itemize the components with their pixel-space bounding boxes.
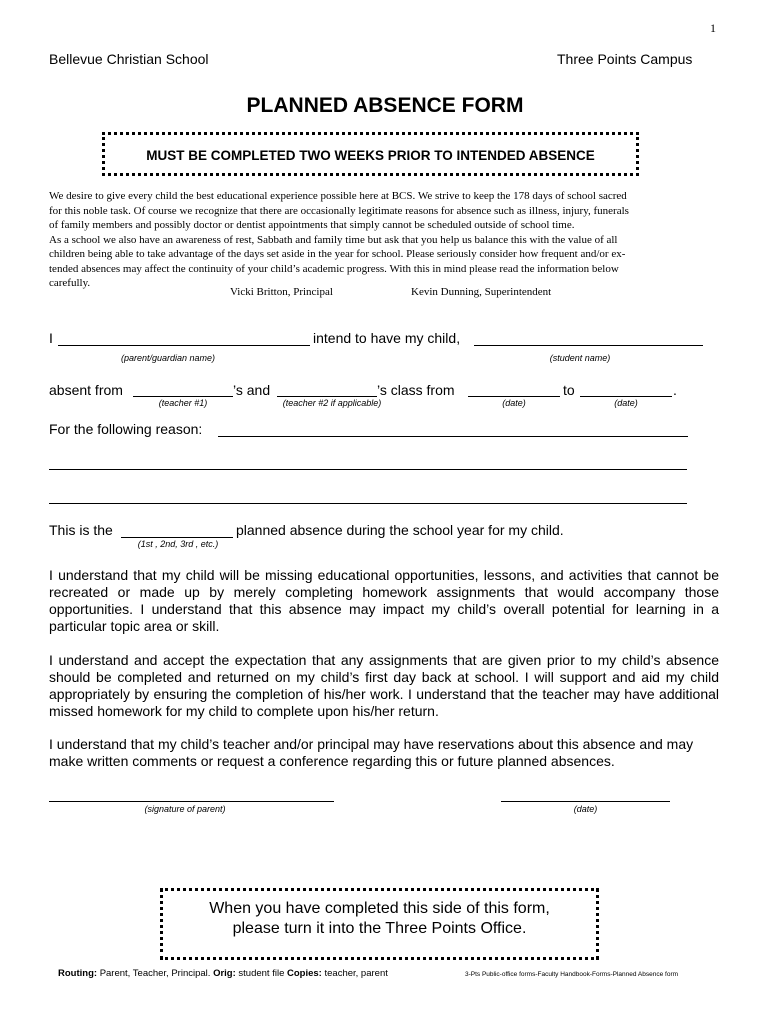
start-date-caption: (date) — [502, 398, 526, 408]
campus-name: Three Points Campus — [557, 51, 693, 67]
page-number: 1 — [710, 21, 716, 35]
file-path: 3-Pts Public-office forms-Faculty Handbook-Forms-Planned Absence form — [465, 971, 679, 978]
routing-label: Routing: — [58, 968, 98, 979]
intro-line: As a school we also have an awareness of rest, Sabbath and family time but ask that you help us balance this with the value of all — [49, 233, 618, 246]
teacher1-field[interactable] — [133, 396, 233, 397]
end-date-field[interactable] — [580, 396, 672, 397]
planned-absence-label: planned absence during the school year for my child. — [236, 522, 564, 538]
orig-label: Orig: — [213, 968, 236, 979]
teacher2-field[interactable] — [277, 396, 377, 397]
school-name: Bellevue Christian School — [49, 51, 209, 67]
statement-paragraph: I understand that my child’s teacher and/or principal may have reservations about this absence and may make written comments or request a conference regarding this or future planned absences. — [49, 736, 694, 769]
start-date-field[interactable] — [468, 396, 560, 397]
intro-paragraph — [49, 189, 729, 291]
superintendent-signoff: Kevin Dunning, Superintendent — [411, 286, 552, 298]
ordinal-field[interactable] — [121, 537, 233, 538]
ordinal-caption: (1st , 2nd, 3rd , etc.) — [137, 539, 219, 549]
closing-box — [160, 888, 599, 960]
this-is-the-label: This is the — [49, 522, 113, 538]
orig-value: student file — [238, 968, 285, 979]
routing-info — [58, 968, 388, 979]
notice-text: MUST BE COMPLETED TWO WEEKS PRIOR TO INTENDED ABSENCE — [146, 148, 595, 163]
to-label: to — [563, 382, 575, 398]
closing-line-1: When you have completed this side of this form, — [209, 900, 550, 917]
parent-signature-field[interactable] — [49, 801, 334, 802]
reason-label: For the following reason: — [49, 421, 203, 437]
reason-field-2[interactable] — [49, 469, 687, 470]
parent-name-caption: (parent/guardian name) — [120, 353, 216, 363]
period-label: . — [673, 382, 677, 398]
intro-line: carefully. — [49, 277, 91, 289]
i-label: I — [49, 330, 53, 346]
signature-date-field[interactable] — [501, 801, 670, 802]
intro-line: of family members and possibly doctor or dentist appointments that simply cannot be scheduled outside of school time. — [49, 219, 575, 231]
parent-name-field[interactable] — [58, 345, 310, 346]
notice-box — [102, 132, 639, 176]
principal-signoff: Vicki Britton, Principal — [230, 286, 333, 298]
student-name-field[interactable] — [474, 345, 703, 346]
statement-paragraph: I understand that my child will be missing educational opportunities, lessons, and activities that cannot be recreated or made up by merely completing homework assignments that would accompany those opportunities. I understand that this absence may impact my child’s overall potential for learning in a particular topic area or skill. — [49, 567, 719, 634]
page-title: PLANNED ABSENCE FORM — [246, 94, 524, 117]
statement-paragraph: I understand and accept the expectation that any assignments that are given prior to my child’s absence should be completed and returned on my child’s first day back at school. I will support and aid my child appropriately by ensuring the completion of his/her work. I understand that the teacher may have additional missed homework for my child to complete upon his/her return. — [49, 652, 719, 719]
reason-field-3[interactable] — [49, 503, 687, 504]
teacher2-caption: (teacher #2 if applicable) — [282, 398, 382, 408]
teacher1-caption: (teacher #1) — [158, 398, 208, 408]
intend-label: intend to have my child, — [313, 330, 461, 346]
absent-from-label: absent from — [49, 382, 123, 398]
parent-signature-caption: (signature of parent) — [144, 804, 226, 814]
copies-label: Copies: — [287, 968, 322, 979]
intro-line: children being able to take advantage of the days set aside in the year for school. Please seriously consider how frequent and/or ex- — [49, 248, 626, 260]
s-and-label: ’s and — [233, 382, 271, 398]
closing-line-2: please turn it into the Three Points Office. — [232, 920, 527, 937]
end-date-caption: (date) — [614, 398, 638, 408]
intro-line: for this noble task. Of course we recognize that there are occasionally legitimate reasons for absence such as illness, injury, funerals — [49, 204, 629, 217]
signature-date-caption: (date) — [573, 804, 598, 814]
student-name-caption: (student name) — [549, 353, 611, 363]
reason-field-1[interactable] — [218, 436, 688, 437]
intro-line: We desire to give every child the best educational experience possible here at BCS. We strive to keep the 178 days of school sacred — [49, 190, 627, 202]
routing-value: Parent, Teacher, Principal. — [99, 968, 211, 979]
intro-line: tended absences may affect the continuity of your child’s academic progress. With this in mind please read the information below — [49, 262, 619, 275]
class-from-label: ’s class from — [377, 382, 455, 398]
copies-value: teacher, parent — [324, 968, 388, 979]
